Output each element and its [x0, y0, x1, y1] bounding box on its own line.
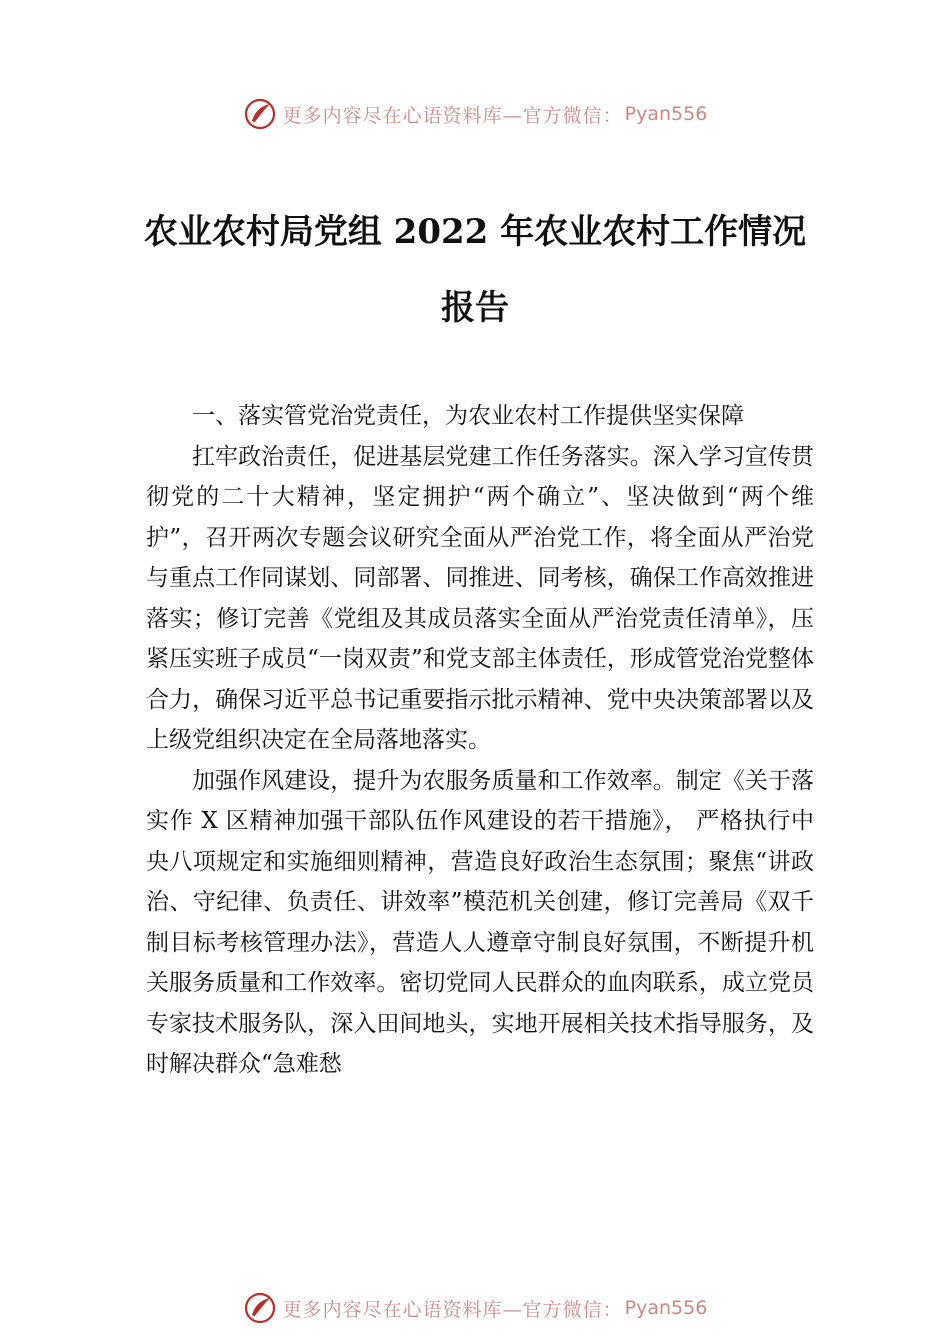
- footer-watermark-banner: [0, 1288, 950, 1328]
- brand-logo-icon: [243, 1291, 277, 1325]
- document-title-line1: 农业农村局党组 2022 年农业农村工作情况: [143, 212, 807, 252]
- banner-text: 更多内容尽在心语资料库—官方微信：: [282, 104, 623, 127]
- banner-wechat-id: Pyan556: [624, 103, 708, 125]
- banner-wechat-id: Pyan556: [624, 1297, 708, 1319]
- document-title-line2: 报告: [441, 288, 509, 328]
- header-watermark-banner: [0, 94, 950, 134]
- document-body: [146, 396, 814, 1085]
- section-heading: 一、落实管党治党责任，为农业农村工作提供坚实保障: [192, 403, 744, 429]
- banner-text: 更多内容尽在心语资料库—官方微信：: [282, 1298, 623, 1321]
- paragraph-2: 加强作风建设，提升为农服务质量和工作效率。制定《关于落实作 X 区精神加强干部队伍作风建设的若干措施》， 严格执行中央八项规定和实施细则精神，营造良好政治生态氛围；聚焦“讲政治、守纪律、负责任、讲效率”模范机关创建，修订完善局《双千制目标考核管理办法》，营造人人遵章守制良好氛围，不断提升机关服务质量和工作效率。密切党同人民群众的血肉联系，成立党员专家技术服务队，深入田间地头，实地开展相关技术指导服务，及时解决群众“急难愁: [146, 767, 814, 1077]
- brand-logo-icon: [243, 97, 277, 131]
- paragraph-1: 扛牢政治责任，促进基层党建工作任务落实。深入学习宣传贯彻党的二十大精神，坚定拥护“两个确立”、坚决做到“两个维护”，召开两次专题会议研究全面从严治党工作，将全面从严治党与重点工作同谋划、同部署、同推进、同考核，确保工作高效推进落实；修订完善《党组及其成员落实全面从严治党责任清单》，压紧压实班子成员“一岗双责”和党支部主体责任，形成管党治党整体合力，确保习近平总书记重要指示批示精神、党中央决策部署以及上级党组织决定在全局落地落实。: [146, 443, 814, 753]
